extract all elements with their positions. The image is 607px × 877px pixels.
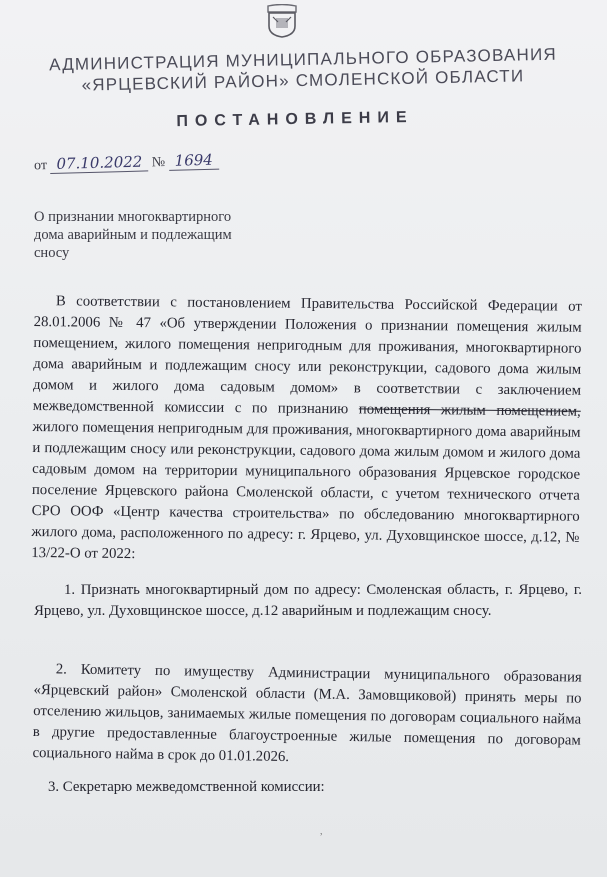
ink-mark-icon: , [320,826,323,837]
document-title: ПОСТАНОВЛЕНИЕ [176,108,414,131]
subject-line: дома аварийным и подлежащим [34,227,232,243]
subject-line: сносу [34,245,70,261]
preamble-paragraph [31,291,582,570]
clause-2-paragraph: 2. Комитету по имуществу Администрации муниципального образования «Ярцевский район» Смоленской области (М.А. Замовщиковой) принять меры по отселению жильцов, занимаемых жилые помещения по договорам социального найма в другие предоставленные благоустроенные жилые помещения по договорам социального найма в срок до 01.01.2026. [32,661,582,766]
number-label: № [151,154,166,171]
document-subject [34,208,294,262]
preamble-text-part2: жилого помещения непригодным для проживания, многоквартирного дома аварийным и подлежащим сносу или реконструкции, садового дома жилым домом и жилого дома садовым домом на территории муниципального образования Ярцевское городское поселение Ярцевского района Смоленской области, с учетом технического отчета СРО ООФ «Центр качества строительства» по обследованию многоквартирного жилого дома, расположенного по адресу: г. Ярцево, ул. Духовщинское шоссе, д.12, № 13/22-О от 2022: [31,418,581,563]
org-name-line1: АДМИНИСТРАЦИЯ МУНИЦИПАЛЬНОГО ОБРАЗОВАНИЯ [48,44,558,75]
handwritten-date: 07.10.2022 [50,152,148,174]
clause-3-paragraph: 3. Секретарю межведомственной комиссии: [48,779,325,795]
subject-line: О признании многоквартирного [34,209,232,225]
preamble-text-part1: В соответствии с постановлением Правительства Российской Федерации от 28.01.2006 № 47 «Об утверждении Положения о признании помещения жилым помещением, жилого помещения непригодным для проживания, многоквартирного дома аварийным и подлежащим сносу или реконструкции, садового дома жилым домом и жилого дома садовым домом» в соответствии с заключением межведомственной комиссии с по признанию [32,293,582,418]
clause-1-paragraph: 1. Признать многоквартирный дом по адресу: Смоленская область, г. Ярцево, г. Ярцево, ул. Духовщинское шоссе, д.12 аварийным и подлежащим сносу. [34,582,582,619]
handwritten-number: 1694 [168,151,219,171]
preamble-struck-text: помещения жилым помещением, [358,401,581,420]
org-name-line2: «ЯРЦЕВСКИЙ РАЙОН» СМОЛЕНСКОЙ ОБЛАСТИ [81,66,525,95]
date-from-label: от [33,158,48,174]
date-number-line [34,151,219,175]
coat-of-arms-icon [262,4,302,38]
